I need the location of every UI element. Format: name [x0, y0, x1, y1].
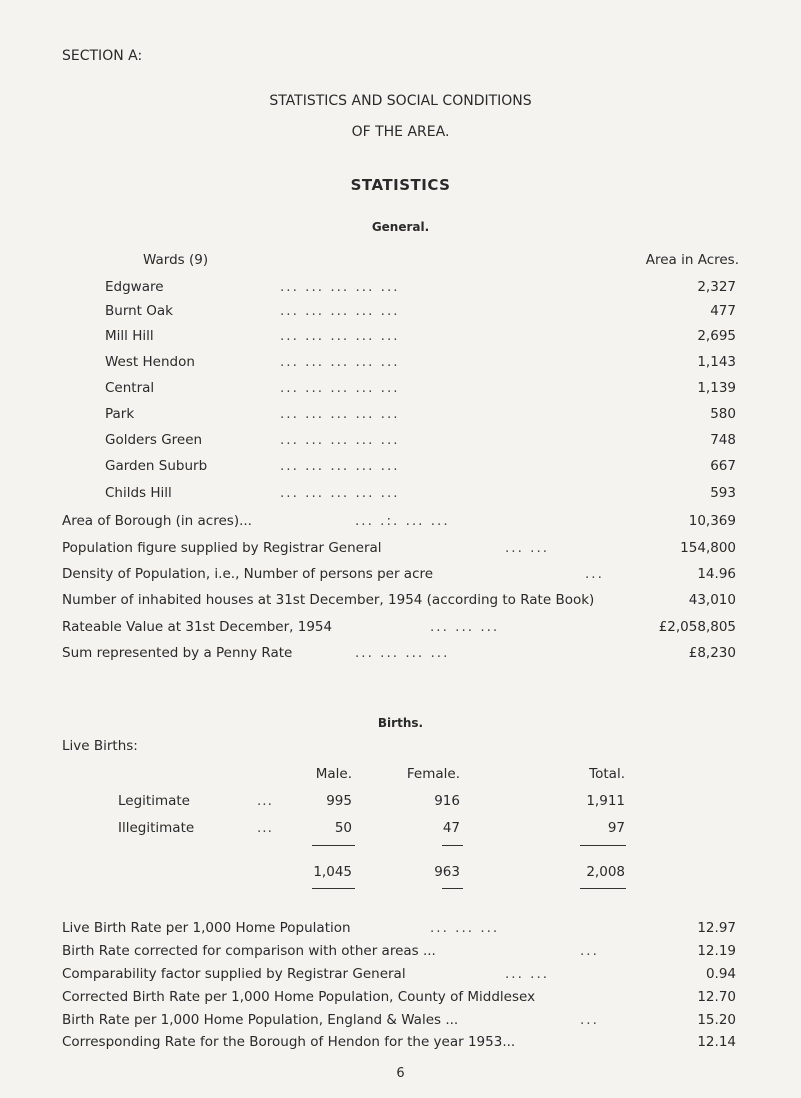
- illegitimate-male: 50: [334, 820, 352, 836]
- leader-dots: ... ... ...: [430, 619, 500, 635]
- ward-name: Central: [105, 380, 155, 396]
- illegitimate-female: 47: [442, 820, 460, 836]
- leader-dots: ... .:. ... ...: [355, 513, 450, 529]
- rate-label: Comparability factor supplied by Registrar General: [62, 966, 406, 982]
- legitimate-male: 995: [326, 793, 352, 809]
- ward-name: Golders Green: [105, 432, 203, 448]
- stat-value: 14.96: [697, 566, 736, 582]
- total-female: 963: [434, 864, 460, 880]
- ward-name: Burnt Oak: [105, 303, 173, 319]
- col-total-header: Total.: [589, 766, 625, 782]
- leader-dots: ... ... ... ... ...: [280, 354, 400, 370]
- illegitimate-total: 97: [607, 820, 625, 836]
- leader-dots: ...: [580, 943, 599, 959]
- stat-value: 10,369: [688, 513, 736, 529]
- col-male-header: Male.: [315, 766, 352, 782]
- ward-area: 1,143: [697, 354, 736, 370]
- leader-dots: ... ... ... ... ...: [280, 406, 400, 422]
- leader-dots: ...: [585, 566, 604, 582]
- illegitimate-label: Illegitimate: [118, 820, 195, 836]
- ward-area: 1,139: [697, 380, 736, 396]
- rate-label: Live Birth Rate per 1,000 Home Population: [62, 920, 351, 936]
- rate-value: 0.94: [705, 966, 736, 982]
- stat-label: Rateable Value at 31st December, 1954: [62, 619, 333, 635]
- stat-row: [0, 645, 801, 665]
- legitimate-total: 1,911: [586, 793, 625, 809]
- underline-total: [580, 845, 626, 846]
- rate-row: [0, 1012, 801, 1032]
- underline-female: [442, 845, 463, 846]
- leader-dots: ... ... ... ... ...: [280, 303, 400, 319]
- stat-value: 43,010: [688, 592, 736, 608]
- page-number: 6: [396, 1066, 405, 1081]
- ward-area: 580: [710, 406, 736, 422]
- ward-row: [0, 380, 801, 400]
- stat-row: [0, 592, 801, 612]
- ward-row: [0, 485, 801, 505]
- section-label: SECTION A:: [62, 48, 143, 64]
- leader-dots: ... ... ... ... ...: [280, 485, 400, 501]
- stat-label: Area of Borough (in acres)...: [62, 513, 252, 529]
- stat-label: Number of inhabited houses at 31st December, 1954 (according to Rate Book): [62, 592, 595, 608]
- statistics-heading: STATISTICS: [350, 176, 451, 194]
- stat-value: £2,058,805: [658, 619, 736, 635]
- rate-label: Corrected Birth Rate per 1,000 Home Population, County of Middlesex: [62, 989, 536, 1005]
- ward-name: Garden Suburb: [105, 458, 208, 474]
- stat-row: [0, 513, 801, 533]
- ward-row: [0, 328, 801, 348]
- ward-area: 593: [710, 485, 736, 501]
- rate-label: Birth Rate per 1,000 Home Population, England & Wales ...: [62, 1012, 459, 1028]
- leader-dots: ... ... ...: [430, 920, 500, 936]
- leader-dots: ... ... ... ... ...: [280, 458, 400, 474]
- area-header: Area in Acres.: [645, 252, 739, 268]
- rate-row: [0, 966, 801, 986]
- stat-value: £8,230: [688, 645, 736, 661]
- leader-dots: ...: [257, 820, 273, 836]
- ward-name: Mill Hill: [105, 328, 154, 344]
- rate-value: 15.20: [697, 1012, 736, 1028]
- underline-male: [312, 845, 355, 846]
- col-female-header: Female.: [406, 766, 460, 782]
- double-underline-male: [312, 888, 355, 889]
- ward-name: Park: [105, 406, 135, 422]
- total-male: 1,045: [313, 864, 352, 880]
- stat-label: Sum represented by a Penny Rate: [62, 645, 293, 661]
- general-subheading: General.: [371, 220, 430, 234]
- ward-name: West Hendon: [105, 354, 195, 370]
- stat-label: Density of Population, i.e., Number of persons per acre: [62, 566, 434, 582]
- ward-name: Edgware: [105, 279, 164, 295]
- legitimate-label: Legitimate: [118, 793, 190, 809]
- leader-dots: ... ... ... ... ...: [280, 432, 400, 448]
- title-line-1: STATISTICS AND SOCIAL CONDITIONS: [269, 93, 532, 109]
- rate-value: 12.14: [697, 1034, 736, 1050]
- ward-area: 667: [710, 458, 736, 474]
- total-total: 2,008: [586, 864, 625, 880]
- ward-row: [0, 432, 801, 452]
- leader-dots: ...: [580, 1012, 599, 1028]
- ward-row: [0, 458, 801, 478]
- wards-header: Wards (9): [143, 252, 209, 268]
- ward-row: [0, 303, 801, 323]
- rate-row: [0, 1034, 801, 1054]
- title-line-2: OF THE AREA.: [351, 124, 450, 140]
- births-heading: Births.: [377, 716, 424, 730]
- rate-value: 12.19: [697, 943, 736, 959]
- stat-row: [0, 566, 801, 586]
- ward-row: [0, 406, 801, 426]
- rate-value: 12.70: [697, 989, 736, 1005]
- leader-dots: ... ... ... ... ...: [280, 380, 400, 396]
- leader-dots: ... ...: [505, 966, 550, 982]
- rate-label: Corresponding Rate for the Borough of Hendon for the year 1953...: [62, 1034, 516, 1050]
- ward-name: Childs Hill: [105, 485, 172, 501]
- rate-label: Birth Rate corrected for comparison with other areas ...: [62, 943, 436, 959]
- rate-value: 12.97: [697, 920, 736, 936]
- legitimate-female: 916: [434, 793, 460, 809]
- rate-row: [0, 943, 801, 963]
- stat-value: 154,800: [680, 540, 736, 556]
- stat-row: [0, 619, 801, 639]
- rate-row: [0, 920, 801, 940]
- ward-area: 2,695: [697, 328, 736, 344]
- double-underline-total: [580, 888, 626, 889]
- leader-dots: ... ...: [505, 540, 550, 556]
- live-births-label: Live Births:: [62, 738, 138, 754]
- double-underline-female: [442, 888, 463, 889]
- ward-row: [0, 279, 801, 299]
- leader-dots: ...: [257, 793, 273, 809]
- leader-dots: ... ... ... ... ...: [280, 279, 400, 295]
- rate-row: [0, 989, 801, 1009]
- ward-row: [0, 354, 801, 374]
- ward-area: 748: [710, 432, 736, 448]
- ward-area: 2,327: [697, 279, 736, 295]
- stat-row: [0, 540, 801, 560]
- leader-dots: ... ... ... ...: [355, 645, 450, 661]
- ward-area: 477: [710, 303, 736, 319]
- leader-dots: ... ... ... ... ...: [280, 328, 400, 344]
- stat-label: Population figure supplied by Registrar General: [62, 540, 382, 556]
